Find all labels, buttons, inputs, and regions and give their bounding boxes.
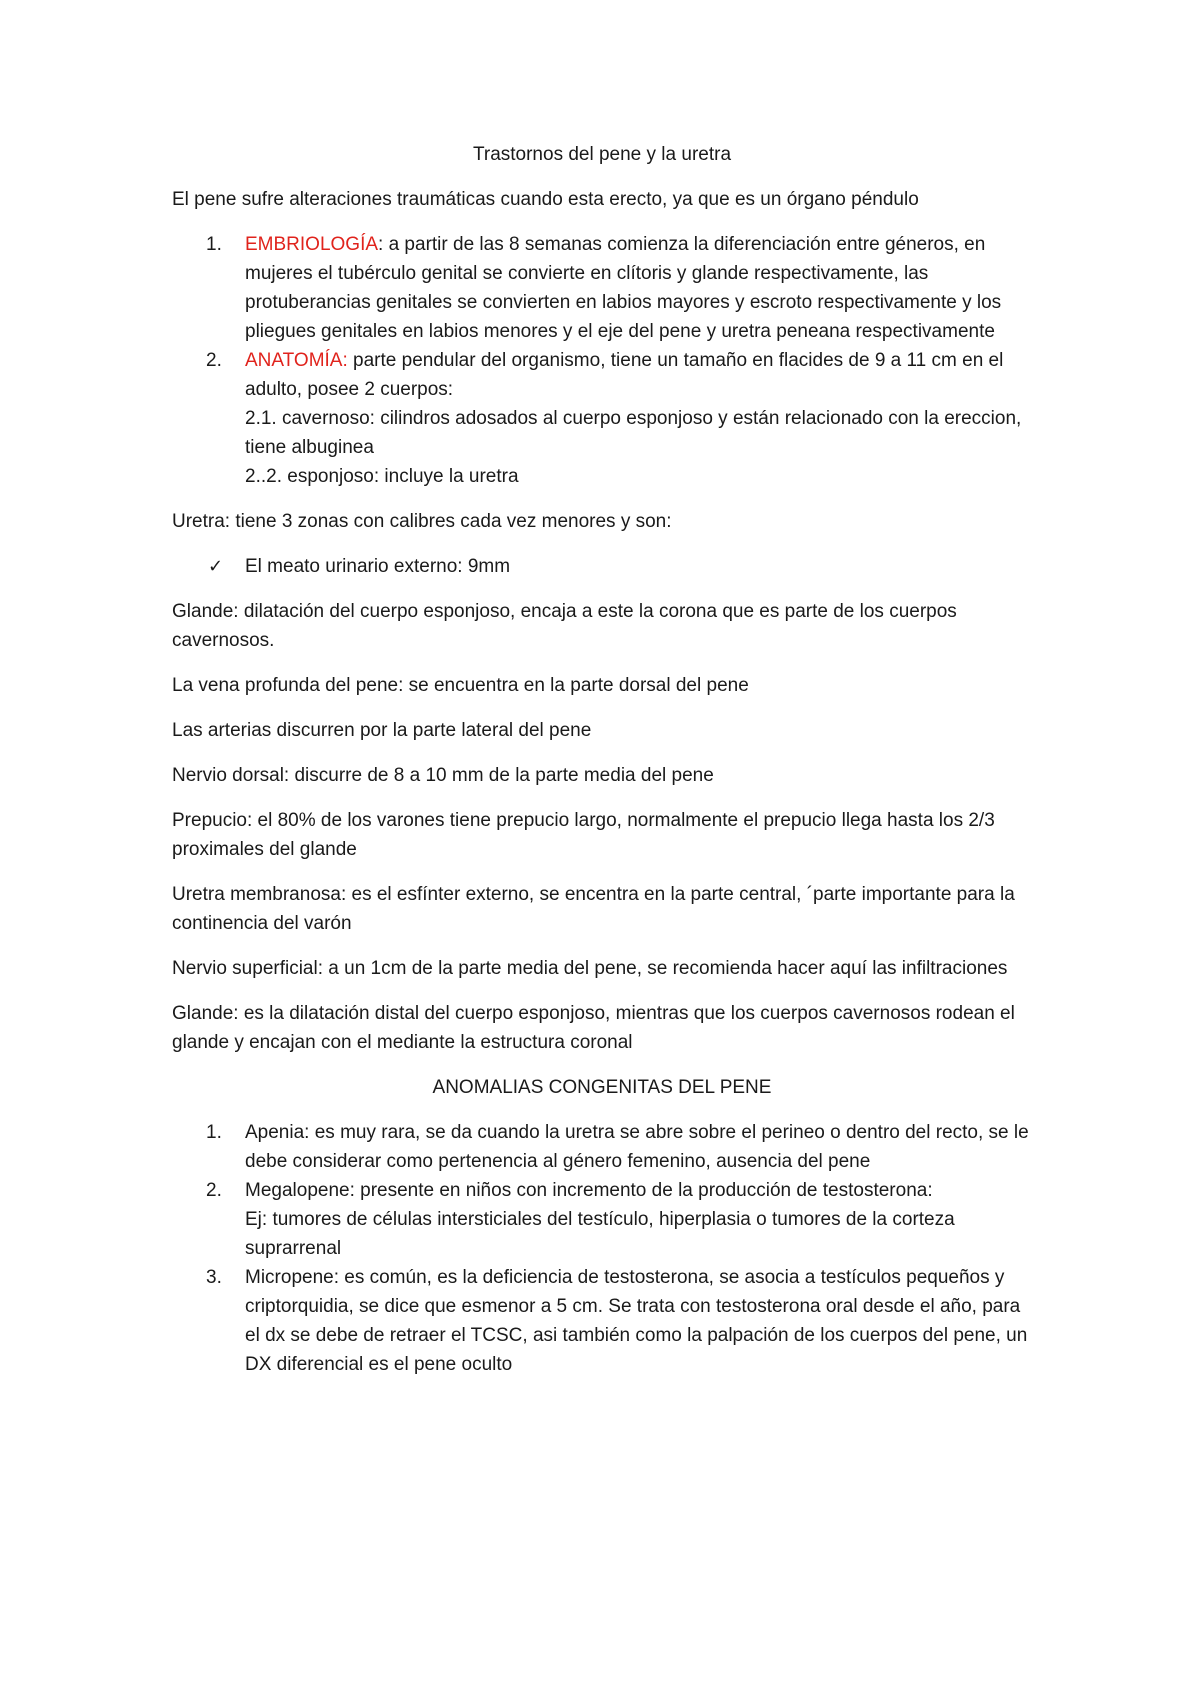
list-item (172, 346, 1032, 491)
uretra-zones-list (172, 552, 1032, 581)
list-item (172, 1118, 1032, 1176)
paragraph-nervio-superficial: Nervio superficial: a un 1cm de la parte media del pene, se recomienda hacer aquí las infiltraciones (172, 958, 1008, 979)
sub-item-esponjoso: 2..2. esponjoso: incluye la uretra (245, 466, 519, 487)
list-item-text: Megalopene: presente en niños con incremento de la producción de testosterona: (245, 1180, 933, 1201)
paragraph-nervio-dorsal: Nervio dorsal: discurre de 8 a 10 mm de la parte media del pene (172, 765, 714, 786)
list-item-text: : a partir de las 8 semanas comienza la diferenciación entre géneros, en mujeres el tubérculo genital se convierte en clítoris y glande respectivamente, las protuberancias genitales se convierten en labios mayores y escroto respectivamente y los pliegues genitales en labios menores y el eje del pene y uretra peneana respectivamente (245, 234, 1002, 342)
list-item-text: El meato urinario externo: 9mm (245, 556, 511, 577)
list-number: 1. (206, 234, 222, 255)
embryology-anatomy-list (172, 230, 1032, 491)
list-number: 2. (206, 350, 222, 371)
intro-paragraph: El pene sufre alteraciones traumáticas cuando esta erecto, ya que es un órgano péndulo (172, 189, 919, 210)
sub-item-example: Ej: tumores de células intersticiales del testículo, hiperplasia o tumores de la corteza suprarrenal (245, 1209, 955, 1259)
list-item (172, 1176, 1032, 1263)
paragraph-vena: La vena profunda del pene: se encuentra en la parte dorsal del pene (172, 675, 749, 696)
embriologia-label: EMBRIOLOGÍA (245, 234, 379, 255)
list-item-text: parte pendular del organismo, tiene un tamaño en flacides de 9 a 11 cm en el adulto, posee 2 cuerpos: (245, 350, 1004, 400)
list-item-text: Micropene: es común, es la deficiencia de testosterona, se asocia a testículos pequeños y criptorquidia, se dice que esmenor a 5 cm. Se trata con testosterona oral desde el año, para el dx se debe de retraer el TCSC, asi también como la palpación de los cuerpos del pene, un DX diferencial es el pene oculto (245, 1267, 1028, 1375)
check-icon: ✓ (208, 556, 224, 577)
anatomia-label: ANATOMÍA: (245, 350, 348, 371)
list-number: 2. (206, 1180, 222, 1201)
list-item-text: Apenia: es muy rara, se da cuando la uretra se abre sobre el perineo o dentro del recto, se le debe considerar como pertenencia al género femenino, ausencia del pene (245, 1122, 1029, 1172)
list-number: 1. (206, 1122, 222, 1143)
document-page (172, 140, 1032, 1395)
sub-item-cavernoso: 2.1. cavernoso: cilindros adosados al cuerpo esponjoso y están relacionado con la ereccion, tiene albuginea (245, 408, 1022, 458)
list-number: 3. (206, 1267, 222, 1288)
document-title: Trastornos del pene y la uretra (472, 144, 732, 165)
paragraph-arterias: Las arterias discurren por la parte lateral del pene (172, 720, 592, 741)
anomalies-list (172, 1118, 1032, 1379)
list-item (172, 552, 1032, 581)
uretra-intro-paragraph: Uretra: tiene 3 zonas con calibres cada vez menores y son: (172, 511, 672, 532)
list-item (172, 1263, 1032, 1379)
paragraph-prepucio: Prepucio: el 80% de los varones tiene prepucio largo, normalmente el prepucio llega hasta los 2/3 proximales del glande (172, 810, 995, 860)
paragraph-uretra-membranosa: Uretra membranosa: es el esfínter externo, se encentra en la parte central, ´parte importante para la continencia del varón (172, 884, 1015, 934)
section-title: ANOMALIAS CONGENITAS DEL PENE (432, 1077, 772, 1098)
list-item (172, 230, 1032, 346)
paragraph-glande: Glande: dilatación del cuerpo esponjoso, encaja a este la corona que es parte de los cuerpos cavernosos. (172, 601, 957, 651)
paragraph-glande-distal: Glande: es la dilatación distal del cuerpo esponjoso, mientras que los cuerpos cavernosos rodean el glande y encajan con el mediante la estructura coronal (172, 1003, 1015, 1053)
